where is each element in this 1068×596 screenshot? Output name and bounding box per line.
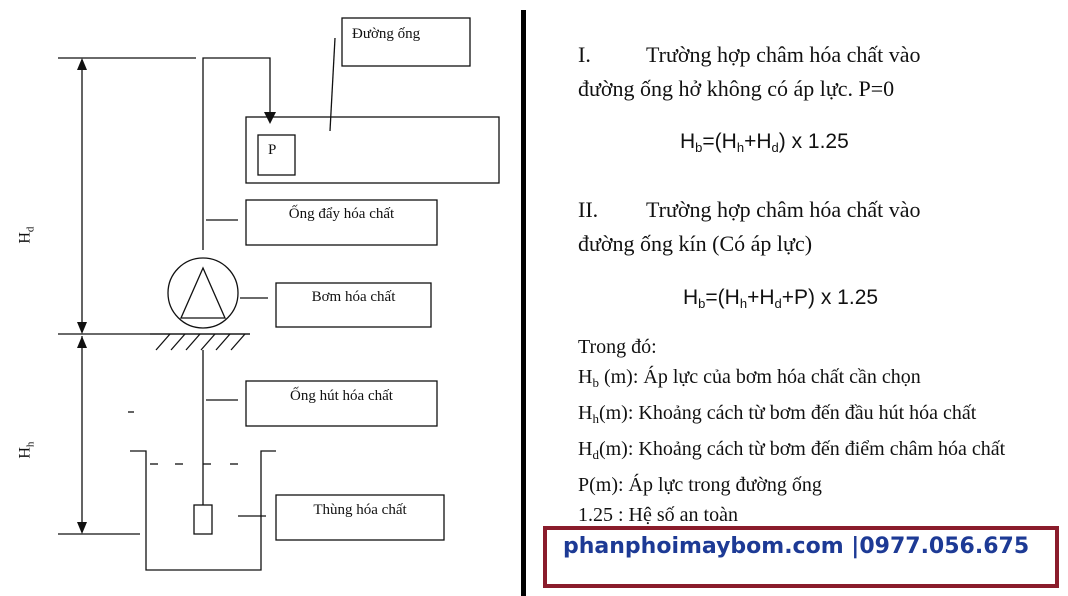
hh-dimension-label: $H_h$ — [16, 441, 37, 459]
hd-bottom-arrow-icon — [77, 322, 87, 334]
pipe-box — [246, 117, 499, 183]
legend — [578, 332, 1005, 530]
case1-heading — [578, 38, 1018, 106]
discharge-pipe-label: Ống đẩy hóa chất — [288, 206, 395, 222]
hh-bottom-arrow-icon — [77, 522, 87, 534]
case1-formula: $H_b=(H_h+H_d)$ x 1.25 — [680, 130, 849, 155]
ground-hatching — [156, 334, 245, 350]
hd-dimension-label: $H_d$ — [16, 226, 37, 244]
vertical-divider — [521, 10, 526, 596]
case2-title-line1: Trường hợp châm hóa chất vào — [646, 197, 921, 222]
legend-p: P(m): Áp lực trong đường ống — [578, 474, 822, 496]
contact-banner-text[interactable]: phanphoimaybom.com |0977.056.675 — [563, 534, 1030, 559]
legend-safety-factor: 1.25 : Hệ số an toàn — [578, 504, 738, 526]
p-box — [258, 135, 295, 175]
p-label: P — [268, 142, 277, 158]
flow-arrow-icon — [264, 112, 276, 124]
case1-title-line1: Trường hợp châm hóa chất vào — [646, 42, 921, 67]
pump-triangle-icon — [181, 268, 225, 318]
case2-number: II. — [578, 197, 599, 222]
legend-hb: $H_b$ (m): Áp lực của bơm hóa chất cần chọn — [578, 366, 921, 390]
contact-banner — [543, 526, 1059, 588]
case2-heading — [578, 193, 1018, 261]
pipe-label: Đường ống — [352, 26, 421, 42]
legend-hd: $H_d(m)$: Khoảng cách từ bơm đến điểm châm hóa chất — [578, 438, 1006, 462]
suction-pipe-label: Ống hút hóa chất — [290, 388, 393, 404]
case1-title-line2: đường ống hở không có áp lực. P=0 — [578, 76, 895, 101]
legend-intro: Trong đó: — [578, 336, 657, 358]
pump-label: Bơm hóa chất — [311, 289, 396, 305]
hh-top-arrow-icon — [77, 336, 87, 348]
case2-title-line2: đường ống kín (Có áp lực) — [578, 231, 813, 256]
legend-hh: $H_h(m)$: Khoảng cách từ bơm đến đầu hút hóa chất — [578, 402, 977, 426]
case2-formula: $H_b=(H_h+H_d+P)$ x 1.25 — [683, 286, 879, 311]
foot-valve — [194, 505, 212, 534]
tank-label: Thùng hóa chất — [313, 502, 407, 518]
hd-top-arrow-icon — [77, 58, 87, 70]
case1-number: I. — [578, 42, 591, 67]
